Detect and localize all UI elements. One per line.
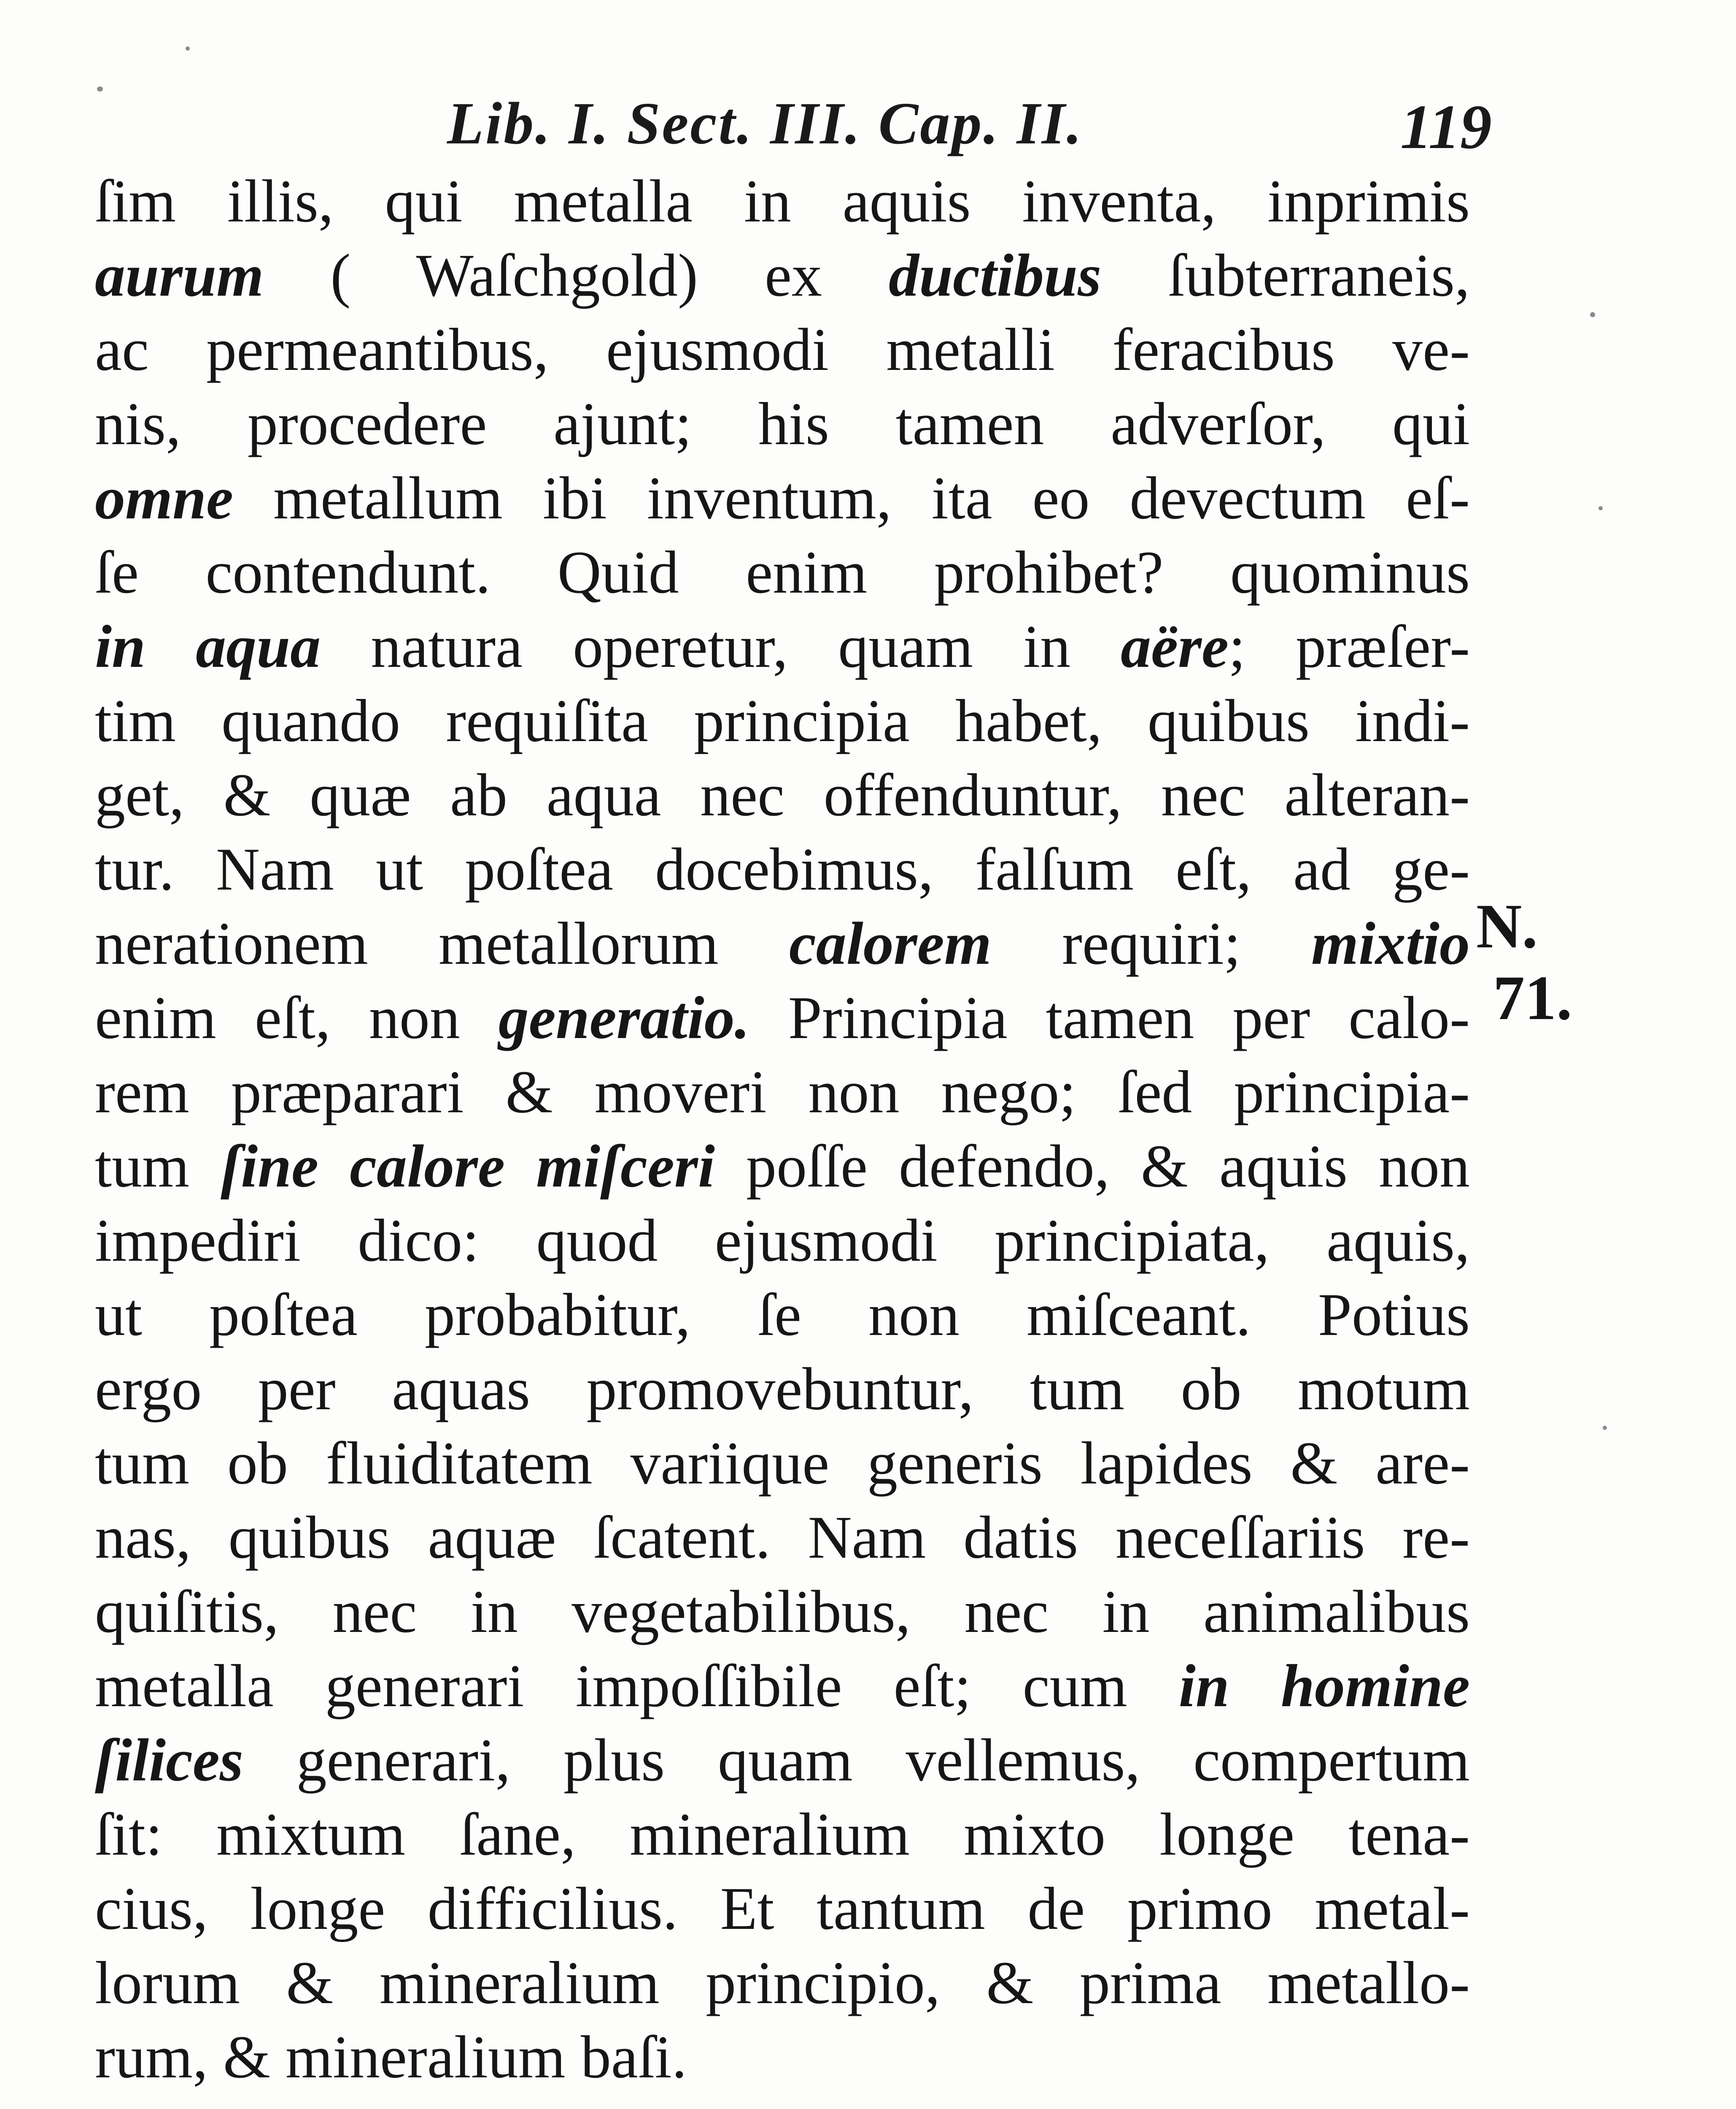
text-line: omne metallum ibi inventum, ita eo devectum eſ- [95, 465, 1470, 532]
scan-speck [1603, 1426, 1607, 1430]
text-line: tur. Nam ut poſtea docebimus, falſum eſt, ad ge- [95, 836, 1470, 903]
text-line: quiſitis, nec in vegetabilibus, nec in animalibus [95, 1578, 1470, 1645]
text-line: tum ſine calore miſceri poſſe defendo, & aquis non [95, 1133, 1470, 1200]
text-line: ut poſtea probabitur, ſe non miſceant. Potius [95, 1281, 1470, 1348]
body-text [95, 165, 1470, 2095]
text-line: metalla generari impoſſibile eſt; cum in homine [95, 1653, 1470, 1720]
page-number: 119 [1400, 92, 1492, 162]
text-line: enim eſt, non generatio. Principia tamen per calo- [95, 984, 1470, 1052]
text-line: ergo per aquas promovebuntur, tum ob motum [95, 1356, 1470, 1423]
text-line: rem præparari & moveri non nego; ſed principia- [95, 1059, 1470, 1126]
text-line: rum, & mineralium baſi. [95, 2024, 687, 2091]
text-line: aurum ( Waſchgold) ex ductibus ſubterraneis, [95, 242, 1470, 309]
text-line: lorum & mineralium principio, & prima metallo- [95, 1950, 1470, 2017]
text-line: ſe contendunt. Quid enim prohibet? quominus [95, 539, 1470, 606]
text-line: cius, longe difficilius. Et tantum de primo metal- [95, 1875, 1470, 1942]
text-line: get, & quæ ab aqua nec offenduntur, nec alteran- [95, 762, 1470, 829]
text-line: tim quando requiſita principia habet, quibus indi- [95, 688, 1470, 755]
text-line: nis, procedere ajunt; his tamen adverſor, qui [95, 391, 1470, 458]
text-line: ſilices generari, plus quam vellemus, compertum [95, 1727, 1470, 1794]
text-line: impediri dico: quod ejusmodi principiata, aquis, [95, 1207, 1470, 1274]
text-line: in aqua natura operetur, quam in aëre; præſer- [95, 613, 1470, 680]
text-line: ac permeantibus, ejusmodi metalli feracibus ve- [95, 316, 1470, 383]
text-line: ſit: mixtum ſane, mineralium mixto longe tena- [95, 1801, 1470, 1868]
text-line: nerationem metallorum calorem requiri; mixtio [95, 910, 1470, 977]
scan-speck [1590, 312, 1595, 317]
margin-note-number: N. [1476, 891, 1538, 961]
scan-speck [1599, 506, 1603, 510]
running-head: Lib. I. Sect. III. Cap. II. [447, 90, 1084, 156]
text-line: tum ob fluiditatem variique generis lapides & are- [95, 1430, 1470, 1497]
margin-note-number: 71. [1493, 963, 1572, 1033]
text-line: nas, quibus aquæ ſcatent. Nam datis neceſſariis re- [95, 1504, 1470, 1571]
scan-speck [97, 86, 103, 92]
text-line: ſim illis, qui metalla in aquis inventa, inprimis [95, 168, 1470, 235]
scan-speck [186, 46, 190, 51]
